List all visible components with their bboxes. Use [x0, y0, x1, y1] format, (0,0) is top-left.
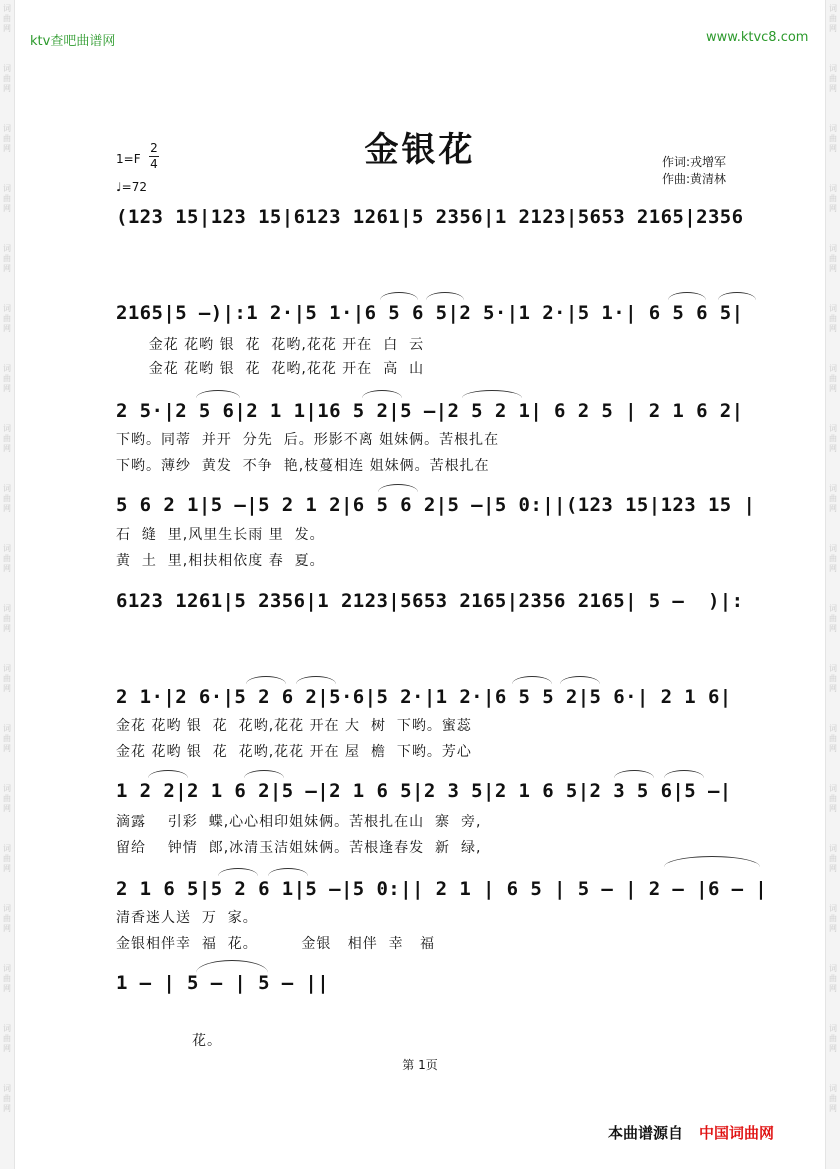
- watermark-text: 词 曲 网: [829, 604, 837, 633]
- lyric-row-6-verse-1: 金花 花哟 银 花 花哟,花花 开在 大 树 下哟。蜜蕊: [116, 718, 472, 734]
- watermark-text: 词 曲 网: [3, 124, 11, 153]
- lyric-row-3-verse-1: 下哟。同蒂 并开 分先 后。形影不离 姐妹俩。苦根扎在: [116, 432, 500, 448]
- watermark-text: 词 曲 网: [829, 1084, 837, 1113]
- score-row-6: 2 1·|2 6·|5 2 6 2|5·6|5 2·|1 2·|6 5 5 2|5 6·| 2 1 6|: [116, 686, 732, 708]
- slur: [512, 676, 552, 684]
- tie: [664, 856, 760, 867]
- time-sig-bottom: 4: [150, 157, 158, 171]
- slur: [244, 770, 284, 778]
- watermark-text: 词 曲 网: [829, 184, 837, 213]
- tie: [196, 960, 268, 973]
- slur: [148, 770, 188, 778]
- left-watermark-strip: [0, 0, 15, 1169]
- watermark-text: 词 曲 网: [829, 964, 837, 993]
- watermark-text: 词 曲 网: [3, 184, 11, 213]
- lyric-row-3-verse-2: 下哟。薄纱 黄发 不争 艳,枝蔓相连 姐妹俩。苦根扎在: [116, 458, 490, 474]
- lyric-row-6-verse-2: 金花 花哟 银 花 花哟,花花 开在 屋 檐 下哟。芳心: [116, 744, 472, 760]
- watermark-text: 词 曲 网: [3, 304, 11, 333]
- lyric-row-2-verse-2: 金花 花哟 银 花 花哟,花花 开在 高 山: [116, 361, 425, 377]
- watermark-text: 词 曲 网: [3, 484, 11, 513]
- tempo-marking: ♩=72: [116, 180, 147, 194]
- watermark-text: 词 曲 网: [3, 1024, 11, 1053]
- key-signature: 1=F: [116, 152, 141, 166]
- watermark-text: 词 曲 网: [3, 964, 11, 993]
- song-title: 金银花: [364, 130, 476, 170]
- page-number: 第 1页: [402, 1058, 438, 1072]
- watermark-text: 词 曲 网: [3, 784, 11, 813]
- slur: [614, 770, 654, 778]
- score-row-9: 1 – | 5 – | 5 – ||: [116, 972, 330, 994]
- watermark-text: 词 曲 网: [3, 604, 11, 633]
- watermark-text: 词 曲 网: [829, 544, 837, 573]
- watermark-text: 词 曲 网: [3, 424, 11, 453]
- source-site-link[interactable]: 中国词曲网: [699, 1124, 775, 1142]
- right-watermark-strip: [825, 0, 840, 1169]
- watermark-text: 词 曲 网: [829, 304, 837, 333]
- lyric-row-4-verse-1: 石 缝 里,风里生长雨 里 发。: [116, 527, 325, 543]
- slur: [426, 292, 464, 300]
- watermark-text: 词 曲 网: [3, 544, 11, 573]
- score-row-4: 5 6 2 1|5 –|5 2 1 2|6 5 6 2|5 –|5 0:||(123 15|123 15 |: [116, 494, 756, 516]
- score-row-2: 2165|5 –)|:1 2·|5 1·|6 5 6 5|2 5·|1 2·|5 1·| 6 5 6 5|: [116, 302, 744, 324]
- watermark-text: 词 曲 网: [829, 364, 837, 393]
- lyric-row-8-verse-1: 清香迷人送 万 家。: [116, 910, 258, 926]
- watermark-text: 词 曲 网: [3, 664, 11, 693]
- score-row-7: 1 2 2|2 1 6 2|5 –|2 1 6 5|2 3 5|2 1 6 5|2 3 5 6|5 –|: [116, 780, 732, 802]
- slur: [268, 868, 308, 876]
- watermark-text: 词 曲 网: [829, 724, 837, 753]
- slur: [718, 292, 756, 300]
- watermark-text: 词 曲 网: [829, 424, 837, 453]
- watermark-text: 词 曲 网: [829, 904, 837, 933]
- lyric-row-8-verse-2: 金银相伴幸 福 花。 金银 相伴 幸 福: [116, 936, 436, 952]
- composer-credit: 作曲:黄清林: [662, 172, 727, 186]
- watermark-text: 词 曲 网: [3, 244, 11, 273]
- slur: [296, 676, 336, 684]
- watermark-text: 词 曲 网: [3, 724, 11, 753]
- right-site-link[interactable]: www.ktvc8.com: [706, 30, 809, 45]
- watermark-text: 词 曲 网: [3, 844, 11, 873]
- lyric-final-word: 花。: [192, 1033, 222, 1049]
- score-row-5: 6123 1261|5 2356|1 2123|5653 2165|2356 2165| 5 – )|:: [116, 590, 744, 612]
- slur: [378, 484, 418, 492]
- slur: [380, 292, 418, 300]
- slur: [668, 292, 706, 300]
- watermark-text: 词 曲 网: [829, 124, 837, 153]
- slur: [218, 868, 258, 876]
- watermark-text: 词 曲 网: [829, 244, 837, 273]
- watermark-text: 词 曲 网: [829, 844, 837, 873]
- lyric-row-2-verse-1: 金花 花哟 银 花 花哟,花花 开在 白 云: [116, 337, 425, 353]
- time-sig-top: 2: [150, 141, 158, 155]
- score-row-1: (123 15|123 15|6123 1261|5 2356|1 2123|5653 2165|2356: [116, 206, 744, 228]
- source-label: 本曲谱源自: [608, 1124, 684, 1142]
- watermark-text: 词 曲 网: [3, 364, 11, 393]
- source-footer: [608, 1122, 774, 1143]
- slur: [462, 390, 522, 398]
- watermark-text: 词 曲 网: [829, 484, 837, 513]
- slur: [246, 676, 286, 684]
- score-row-3: 2 5·|2 5 6|2 1 1|16 5 2|5 –|2 5 2 1| 6 2 5 | 2 1 6 2|: [116, 400, 744, 422]
- watermark-text: 词 曲 网: [829, 64, 837, 93]
- lyric-row-7-verse-2: 留给 钟情 郎,冰清玉洁姐妹俩。苦根逢春发 新 绿,: [116, 840, 482, 856]
- lyric-row-4-verse-2: 黄 土 里,相扶相依度 春 夏。: [116, 553, 325, 569]
- watermark-text: 词 曲 网: [829, 4, 837, 33]
- watermark-text: 词 曲 网: [3, 1084, 11, 1113]
- watermark-text: 词 曲 网: [829, 1024, 837, 1053]
- slur: [196, 390, 240, 398]
- score-row-8: 2 1 6 5|5 2 6 1|5 –|5 0:|| 2 1 | 6 5 | 5 – | 2 – |6 – |: [116, 878, 768, 900]
- watermark-text: 词 曲 网: [829, 784, 837, 813]
- watermark-text: 词 曲 网: [3, 4, 11, 33]
- slur: [560, 676, 600, 684]
- lyric-row-7-verse-1: 滴露 引彩 蝶,心心相印姐妹俩。苦根扎在山 寨 旁,: [116, 814, 482, 830]
- left-site-link[interactable]: ktv查吧曲谱网: [30, 34, 116, 49]
- watermark-text: 词 曲 网: [829, 664, 837, 693]
- slur: [362, 390, 402, 398]
- lyricist-credit: 作词:戎增军: [662, 155, 727, 169]
- watermark-text: 词 曲 网: [3, 64, 11, 93]
- watermark-text: 词 曲 网: [3, 904, 11, 933]
- slur: [664, 770, 704, 778]
- time-signature: [149, 141, 159, 171]
